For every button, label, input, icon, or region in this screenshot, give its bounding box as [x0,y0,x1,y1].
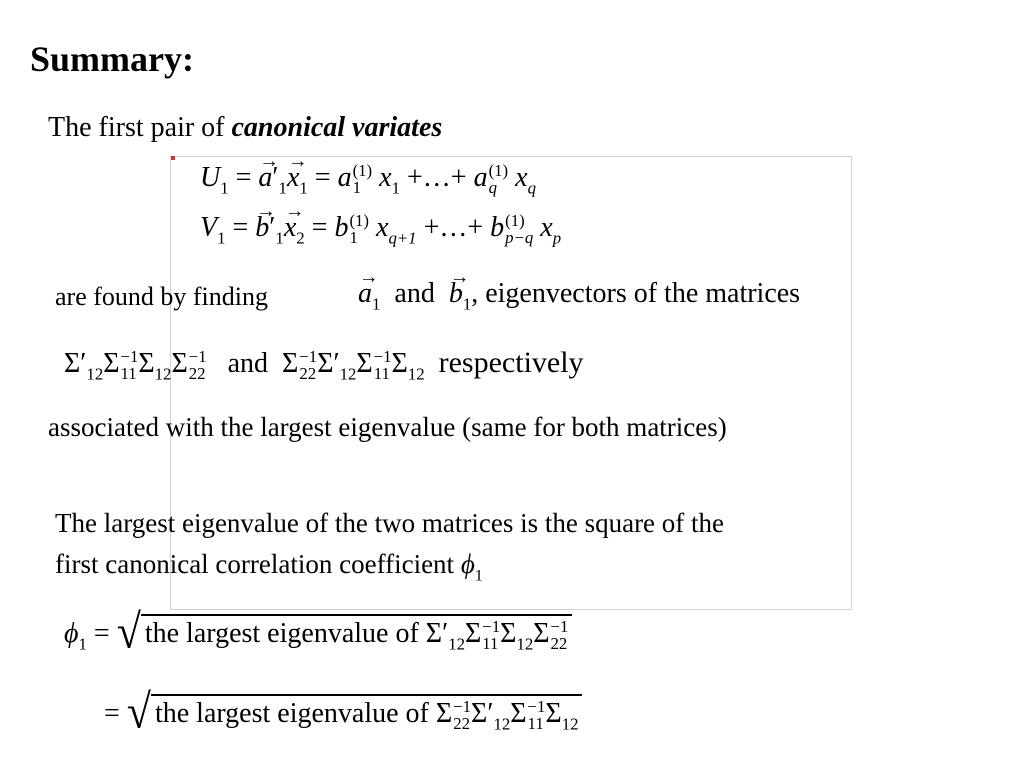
largest-line-1: The largest eigenvalue of the two matrices is the square of the [55,508,725,538]
a-subscript: 1 [372,294,381,314]
sqrt-icon: √ [116,604,141,659]
b-subscript: 1 [275,228,284,248]
and-word: and [394,278,435,309]
subscript: q [488,177,497,197]
coef-b: b [334,212,349,243]
matrices-line [64,346,584,385]
var-x: x [540,212,553,243]
radicand-text: the largest eigenvalue of [144,618,426,649]
vector-x: → x [284,212,296,244]
plus-sign: + [423,212,440,243]
slide-title: Summary: [30,39,194,79]
and-word: and [227,348,269,379]
plus-sign: + [450,162,467,193]
finding-vectors [358,278,800,315]
largest-line-2-text: first canonical correlation coefficient [55,549,455,579]
vector-x: → x [287,162,299,194]
largest-line-2 [55,549,483,585]
sqrt-icon: √ [126,684,151,739]
subscript: 1 [352,177,361,197]
coef-b: b [490,212,505,243]
var-x: x [379,162,392,193]
radicand [151,694,583,735]
var-subscript: p [552,228,562,248]
radicand-text: the largest eigenvalue of [154,698,436,729]
intro-prefix: The first pair of [48,112,232,143]
finding-suffix: , eigenvectors of the matrices [471,278,801,309]
var-subscript: q [527,178,536,198]
equals-sign: = [104,698,120,729]
superscript: (1) [505,210,525,230]
embedded-object-marker-icon [171,156,175,160]
b-subscript: 1 [462,294,472,314]
formula-line-1 [64,606,572,657]
a-subscript: 1 [278,178,287,198]
equals-sign: = [314,162,331,193]
plus-sign: + [406,162,423,193]
equation-u [200,162,536,199]
equals-sign: = [311,212,328,243]
phi-subscript: 1 [78,634,87,654]
prime-mark: ′ [269,212,276,243]
u-symbol: U [200,162,221,193]
phi-subscript: 1 [474,566,483,585]
phi-symbol: ϕ [460,549,475,579]
plus-sign: + [467,212,484,243]
matrix-product-2: Σ −1 22 $\Sigma'_{12}\Sigma$ −1 11 $\Sigma_{12}$ [435,696,579,734]
intro-emphasis: canonical variates [231,112,443,143]
v-subscript: 1 [217,228,226,248]
index-stack [488,160,509,197]
superscript: (1) [488,160,509,180]
equals-sign: = [232,212,249,243]
subscript: p−q [505,227,534,247]
associated-text: associated with the largest eigenvalue (same for both matrices) [48,412,727,442]
vector-a: → a [358,278,372,310]
intro-text [48,112,442,144]
matrix-product-1: $\Sigma'_{12}\Sigma$ −1 11 $\Sigma_{12}\Sigma$ −1 22 [64,346,207,384]
u-subscript: 1 [220,178,229,198]
subscript: 1 [349,227,358,247]
ellipsis: … [422,162,451,193]
coef-a: a [337,162,352,193]
index-stack [505,210,534,247]
index-stack [349,210,370,247]
formula-line-2 [104,686,582,737]
coef-a: a [473,162,488,193]
respectively-word: respectively [438,346,584,379]
vector-a: → a [258,162,272,194]
index-stack [352,160,373,197]
vector-b: → b [255,212,269,244]
superscript: (1) [352,160,373,180]
v-symbol: V [200,212,218,243]
matrix-product-2: Σ −1 22 $\Sigma'_{12}\Sigma$ −1 11 $\Sigma_{12}$ [282,346,425,384]
equals-sign: = [93,618,110,649]
var-subscript: q+1 [388,228,417,248]
radicand [141,614,573,655]
vector-b: → b [449,278,463,310]
var-subscript: 1 [391,178,400,198]
finding-prefix: are found by finding [55,282,269,311]
ellipsis: … [439,212,468,243]
var-x: x [376,212,389,243]
matrix-product-1: $\Sigma'_{12}\Sigma$ −1 11 $\Sigma_{12}\Sigma$ −1 22 [425,616,569,654]
equals-sign: = [235,162,252,193]
prime-mark: ′ [272,162,279,193]
superscript: (1) [349,210,370,230]
equation-v [200,212,561,249]
x-subscript: 1 [299,178,308,198]
x-subscript: 2 [296,228,305,248]
phi-symbol: ϕ [64,618,79,649]
var-x: x [515,162,528,193]
